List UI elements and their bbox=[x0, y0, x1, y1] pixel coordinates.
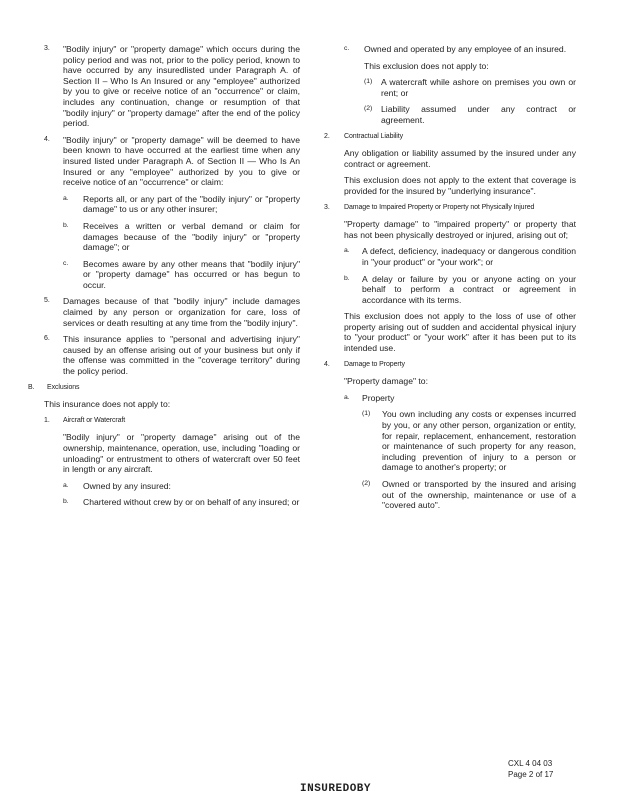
property-1 bbox=[362, 409, 576, 473]
item-number: 2. bbox=[324, 132, 330, 140]
item-number: 1. bbox=[44, 416, 50, 424]
item-letter: b. bbox=[344, 274, 350, 282]
item-letter: a. bbox=[344, 247, 350, 255]
exclusion-1a bbox=[63, 481, 300, 492]
exclusion-1-heading bbox=[44, 416, 300, 427]
exclusion-3a bbox=[344, 246, 576, 267]
item-letter: c. bbox=[63, 259, 69, 267]
item-letter: b. bbox=[63, 498, 69, 506]
exclusion-2-exception: This exclusion does not apply to the extent that coverage is provided for the insured by "underlying insurance". bbox=[344, 175, 576, 196]
item-text: A watercraft while ashore on premises you own or rent; or bbox=[381, 77, 576, 98]
item-number: (1) bbox=[364, 78, 373, 86]
exclusion-4a bbox=[344, 393, 576, 404]
section-title: Exclusions bbox=[47, 383, 80, 391]
item-number: 6. bbox=[44, 335, 50, 343]
item-text: You own including any costs or expenses incurred by you, or any other person, organization or entity, for repair, replacement, enhancement, restoration or maintenance of such property for any reason, including prevention of injury to a person or damage to another's property; or bbox=[382, 409, 576, 473]
section-letter: B. bbox=[28, 383, 35, 391]
watermark-brand: INSUREDOBY bbox=[300, 783, 372, 795]
exclusion-3-heading bbox=[324, 203, 576, 214]
exclusion-1-text: "Bodily injury" or "property damage" arising out of the ownership, maintenance, operation, use, including "loading or unloading" or entrustment to others of watercraft over 50 feet in length or any aircraft. bbox=[63, 432, 300, 475]
item-text: Chartered without crew by or on behalf of any insured; or bbox=[83, 497, 300, 508]
item-3 bbox=[44, 44, 300, 129]
item-text: Reports all, or any part of the "bodily injury" or "property damage" to us or any other insurer; bbox=[83, 193, 300, 215]
exclusion-title: Damage to Property bbox=[344, 360, 405, 368]
exclusions-intro: This insurance does not apply to: bbox=[44, 399, 171, 410]
item-text: Receives a written or verbal demand or claim for damages because of the "bodily injury" or "property damage"; or bbox=[83, 220, 300, 253]
item-number: 4. bbox=[44, 135, 50, 143]
item-text: Owned or transported by the insured and arising out of the ownership, maintenance or use of a "covered auto". bbox=[382, 479, 576, 511]
item-text: Liability assumed under any contract or agreement. bbox=[381, 104, 576, 125]
item-number: (2) bbox=[364, 105, 373, 113]
exclusion-3-exception: This exclusion does not apply to the loss of use of other property arising out of sudden and accidental physical injury to "your product" or "your work" after it has been put to its intended use. bbox=[344, 311, 576, 354]
item-text: A delay or failure by you or anyone acting on your behalf to perform a contract or agreement in accordance with its terms. bbox=[362, 273, 576, 305]
item-text: A defect, deficiency, inadequacy or dangerous condition in "your product" or "your work"; or bbox=[362, 246, 576, 267]
exception-1 bbox=[364, 77, 576, 98]
item-number: (1) bbox=[362, 410, 371, 418]
item-4 bbox=[44, 135, 300, 188]
exclusion-4-text: "Property damage" to: bbox=[344, 376, 428, 387]
exclusion-2-text: Any obligation or liability assumed by the insured under any contract or agreement. bbox=[344, 148, 576, 169]
item-text: "Bodily injury" or "property damage" will be deemed to have been known to have occurred at the earliest time when any insured listed under Paragraph A. of Section II — Who Is An Insured or any "employee" authorized by you to give or receive notice of an "occurrence" or claim: bbox=[63, 134, 300, 188]
section-b-heading bbox=[28, 383, 300, 394]
item-letter: b. bbox=[63, 221, 69, 229]
item-4a bbox=[63, 194, 300, 215]
item-number: (2) bbox=[362, 480, 371, 487]
item-text: Becomes aware by any other means that "bodily injury" or "property damage" has occurred or has begun to occur. bbox=[83, 258, 300, 290]
item-text: Owned by any insured: bbox=[83, 480, 171, 491]
form-code: CXL 4 04 03 bbox=[508, 759, 553, 768]
exclusion-3-text: "Property damage" to "impaired property" or property that has not been physically destroyed or injured, arising out of; bbox=[344, 219, 576, 240]
item-text: Owned and operated by any employee of an insured. bbox=[364, 44, 567, 54]
footer-form-info bbox=[508, 758, 553, 780]
item-number: 4. bbox=[324, 360, 330, 368]
exclusion-3b bbox=[344, 274, 576, 306]
item-text: This insurance applies to "personal and advertising injury" caused by an offense arising out of your business but only if the offense was committed in the "coverage territory" during the policy period. bbox=[63, 334, 300, 377]
item-number: 3. bbox=[44, 45, 50, 52]
item-letter: a. bbox=[63, 194, 69, 202]
exclusion-title: Damage to Impaired Property or Property not Physically Injured bbox=[344, 203, 535, 211]
exclusion-4-heading bbox=[324, 360, 576, 371]
exclusion-title: Aircraft or Watercraft bbox=[63, 416, 126, 424]
item-5 bbox=[44, 296, 300, 328]
item-6 bbox=[44, 334, 300, 376]
item-text: Damages because of that "bodily injury" include damages claimed by any person or organization for care, loss of services or death resulting at any time from the "bodily injury". bbox=[63, 296, 300, 328]
item-text: "Bodily injury" or "property damage" which occurs during the policy period and was not, prior to the policy period, known to have occurred by any insuredlisted under Paragraph A. of Section II – Who Is An Insured or any "employee" authorized by you to give or receive notice of an "occurrence" or claim, includes any continuation, change or resumption of that "bodily injury" or "property damage" after the end of the policy period. bbox=[63, 44, 300, 129]
item-4b bbox=[63, 221, 300, 253]
exclusion-1c bbox=[344, 44, 576, 55]
exception-intro: This exclusion does not apply to: bbox=[364, 60, 489, 71]
item-number: 5. bbox=[44, 297, 50, 305]
left-column bbox=[28, 44, 300, 508]
exclusion-1b bbox=[63, 497, 300, 508]
item-4c bbox=[63, 259, 300, 291]
property-2 bbox=[362, 479, 576, 511]
item-letter: a. bbox=[344, 393, 350, 401]
exclusion-2-heading bbox=[324, 132, 576, 143]
exclusion-title: Contractual Liability bbox=[344, 132, 403, 140]
item-number: 3. bbox=[324, 203, 330, 211]
page-number: Page 2 of 17 bbox=[508, 770, 554, 779]
item-letter: a. bbox=[63, 481, 69, 489]
right-column bbox=[324, 44, 576, 511]
item-text: Property bbox=[362, 392, 395, 403]
exception-2 bbox=[364, 104, 576, 125]
item-letter: c. bbox=[344, 45, 350, 52]
